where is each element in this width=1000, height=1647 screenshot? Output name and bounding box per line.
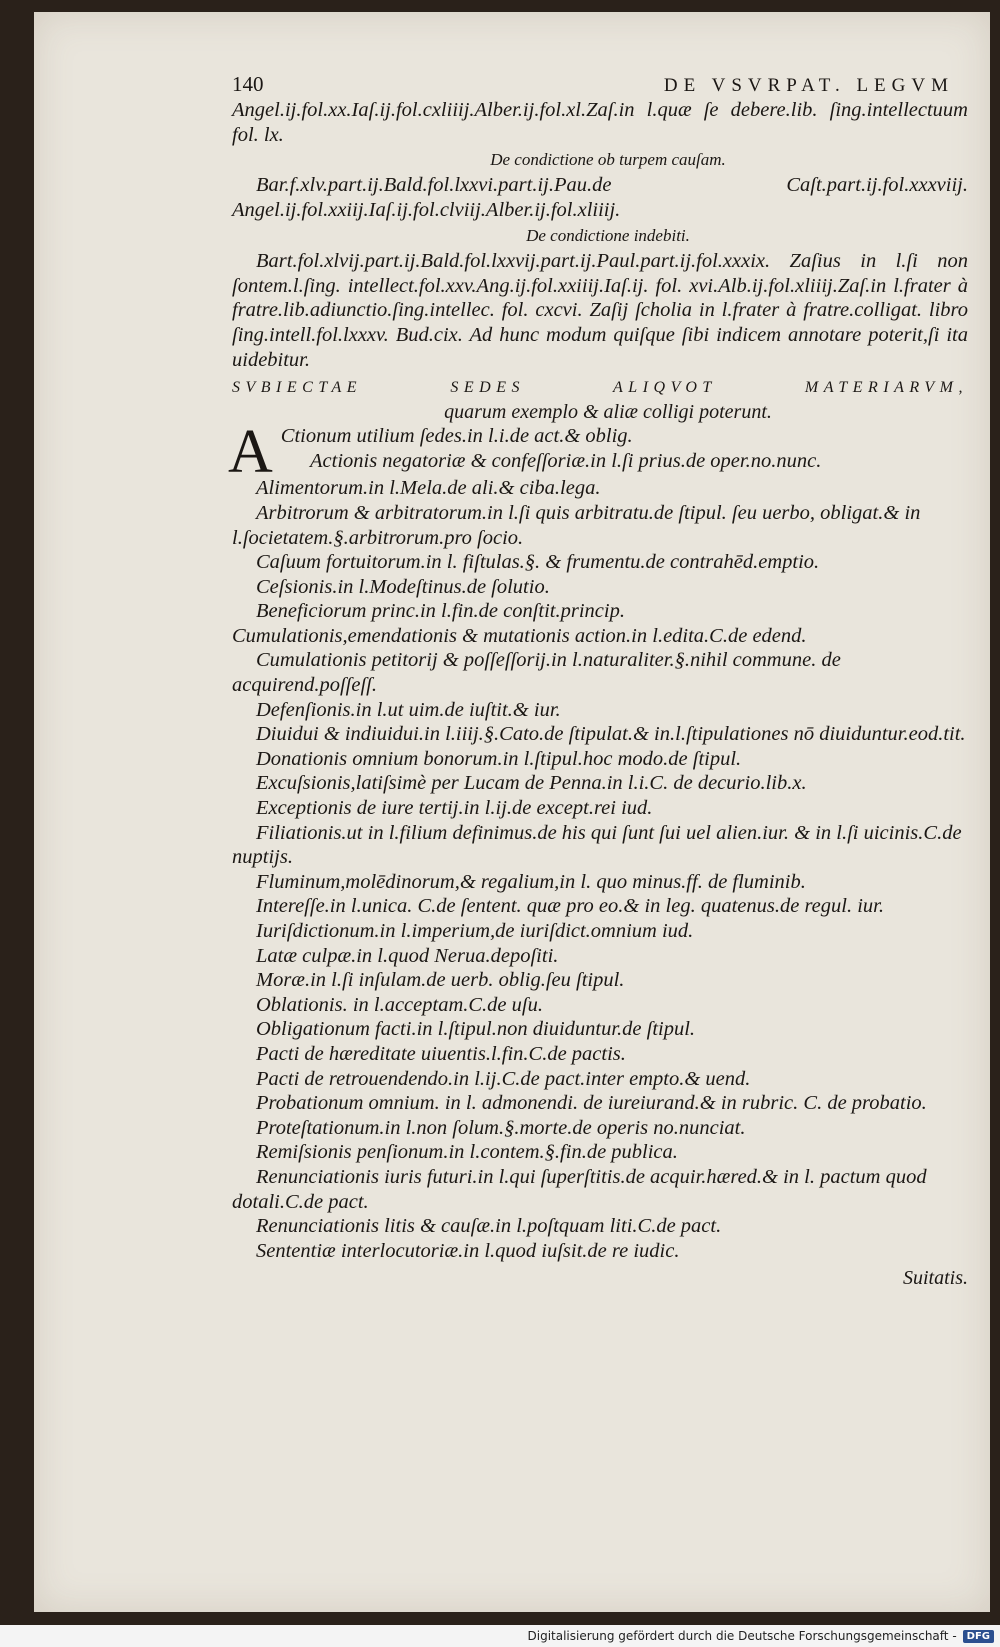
- entry-line: Probationum omnium. in l. admonendi. de iureiurand.& in rubric. C. de probatio.: [256, 1092, 927, 1115]
- paragraph-turpem: Bar.f.xlv.part.ij.Bald.fol.lxxvi.part.ij.Pau.de Caſt.part.ij.fol.xxxviij. Angel.ij.fol.xxiij.Iaſ.ij.fol.clviij.Alber.ij.fol.xliiij.: [232, 174, 968, 222]
- entry-line: Actionis negatoriæ & confeſſoriæ.in l.ſi prius.de oper.no.nunc.: [310, 449, 822, 472]
- catchword: Suitatis.: [902, 1267, 968, 1290]
- entry-line: Pacti de hæreditate uiuentis.l.fin.C.de pactis.: [256, 1042, 626, 1065]
- section-heading: SVBIECTAE SEDES ALIQVOT MATERIARVM,: [232, 379, 968, 397]
- page-number: 140: [232, 72, 264, 96]
- paragraph-indebiti: Bart.fol.xlvij.part.ij.Bald.fol.lxxvij.part.ij.Paul.part.ij.fol.xxxix. Zaſius in l.ſi non ſontem.l.ſing. intellect.fol.xxv.Ang.ij.fol.xxiiij.Iaſ.ij. fol. xvi.Alb.ij.fol.xliiij.Zaſ.in l.frater à fratre.lib.adiunctio.ſing.intellec. fol. cxcvi. Zaſij ſcholia in l.frater à fratre.colligat. libro ſing.intell.fol.lxxxv. Bud.cix. Ad hunc modum quiſque ſibi indicem annotare poterit,ſi ita uidebitur.: [232, 249, 968, 371]
- entry-line: Renunciationis iuris futuri.in l.qui ſuperſtitis.de acquir.hæred.& in l. pactum quod dotali.C.de pact.: [232, 1165, 927, 1213]
- entry-line: Defenſionis.in l.ut uim.de iuſtit.& iur.: [256, 698, 561, 721]
- entry-line: Cumulationis,emendationis & mutationis action.in l.edita.C.de edend.: [232, 624, 807, 647]
- book-page: [34, 12, 990, 1612]
- section-subheading: quarum exemplo & aliæ colligi poterunt.: [444, 401, 772, 424]
- entry-line: Fluminum,molēdinorum,& regalium,in l. quo minus.ff. de fluminib.: [256, 870, 806, 893]
- first-entry: Ctionum utilium ſedes.in l.i.de act.& oblig.: [280, 425, 633, 448]
- entry-line: Pacti de retrouendendo.in l.ij.C.de pact.inter empto.& uend.: [256, 1067, 751, 1090]
- entry-line: Obligationum facti.in l.ſtipul.non diuiduntur.de ſtipul.: [256, 1018, 696, 1041]
- entry-line: Moræ.in l.ſi inſulam.de uerb. oblig.ſeu ſtipul.: [256, 969, 625, 992]
- entry-line: Diuidui & indiuidui.in l.iiij.§.Cato.de ſtipulat.& in.l.ſtipulationes nō diuiduntur.eod.tit.: [256, 723, 966, 746]
- entry-line: Renunciationis litis & cauſæ.in l.poſtquam liti.C.de pact.: [256, 1215, 722, 1238]
- entry-line: Beneficiorum princ.in l.fin.de conſtit.princip.: [256, 600, 625, 623]
- entry-line: Intereſſe.in l.unica. C.de ſentent. quæ pro eo.& in leg. quatenus.de regul. iur.: [256, 895, 885, 918]
- subheading-indebiti: De condictione indebiti.: [526, 225, 690, 245]
- entry-line: Latæ culpæ.in l.quod Nerua.depoſiti.: [256, 944, 559, 967]
- entry-line: Arbitrorum & arbitratorum.in l.ſi quis arbitratu.de ſtipul. ſeu uerbo, obligat.& in l.ſocietatem.§.arbitrorum.pro ſocio.: [232, 501, 921, 549]
- entries-list: [232, 476, 968, 1263]
- running-title: DE VSVRPAT. LEGVM: [663, 75, 954, 96]
- drop-capital: A: [228, 418, 273, 487]
- first-entry-block: [228, 418, 968, 487]
- footer-credit: Digitalisierung gefördert durch die Deutsche Forschungsgemeinschaft -: [527, 1629, 957, 1643]
- page-text-block: [228, 70, 968, 1290]
- footer-bar: [0, 1625, 1000, 1647]
- entry-line: Remiſsionis penſionum.in l.contem.§.fin.de publica.: [256, 1141, 678, 1164]
- entry-line: Excuſsionis,latiſsimè per Lucam de Penna.in l.i.C. de decurio.lib.x.: [256, 772, 807, 795]
- entry-line: Cumulationis petitorij & poſſeſſorij.in l.naturaliter.§.nihil commune. de acquirend.poſſeſſ.: [232, 649, 841, 697]
- entry-line: Sententiæ interlocutoriæ.in l.quod iuſsit.de re iudic.: [256, 1239, 680, 1262]
- entry-line: Exceptionis de iure tertij.in l.ij.de except.rei iud.: [256, 797, 653, 820]
- intro-line: Angel.ij.fol.xx.Iaſ.ij.fol.cxliiij.Alber.ij.fol.xl.Zaſ.in l.quæ ſe debere.lib. ſing.intellectuum fol. lx.: [232, 99, 968, 146]
- running-head: [232, 70, 968, 98]
- entry-line: Filiationis.ut in l.filium definimus.de his qui ſunt ſui uel alien.iur. & in l.ſi uicinis.C.de nuptijs.: [232, 821, 962, 869]
- entry-line: Alimentorum.in l.Mela.de ali.& ciba.lega.: [256, 477, 601, 500]
- dfg-logo: DFG: [963, 1630, 994, 1643]
- entry-line: Oblationis. in l.acceptam.C.de uſu.: [256, 993, 543, 1016]
- entry-line: Caſuum fortuitorum.in l. fiſtulas.§. & frumentu.de contrahēd.emptio.: [256, 551, 820, 574]
- entry-line: Proteſtationum.in l.non ſolum.§.morte.de operis no.nunciat.: [256, 1116, 746, 1139]
- entry-line: Donationis omnium bonorum.in l.ſtipul.hoc modo.de ſtipul.: [256, 747, 742, 770]
- entry-line: Ceſsionis.in l.Modeſtinus.de ſolutio.: [256, 575, 550, 598]
- subheading-turpem: De condictione ob turpem cauſam.: [490, 150, 726, 170]
- entry-line: Iuriſdictionum.in l.imperium,de iuriſdict.omnium iud.: [256, 920, 694, 943]
